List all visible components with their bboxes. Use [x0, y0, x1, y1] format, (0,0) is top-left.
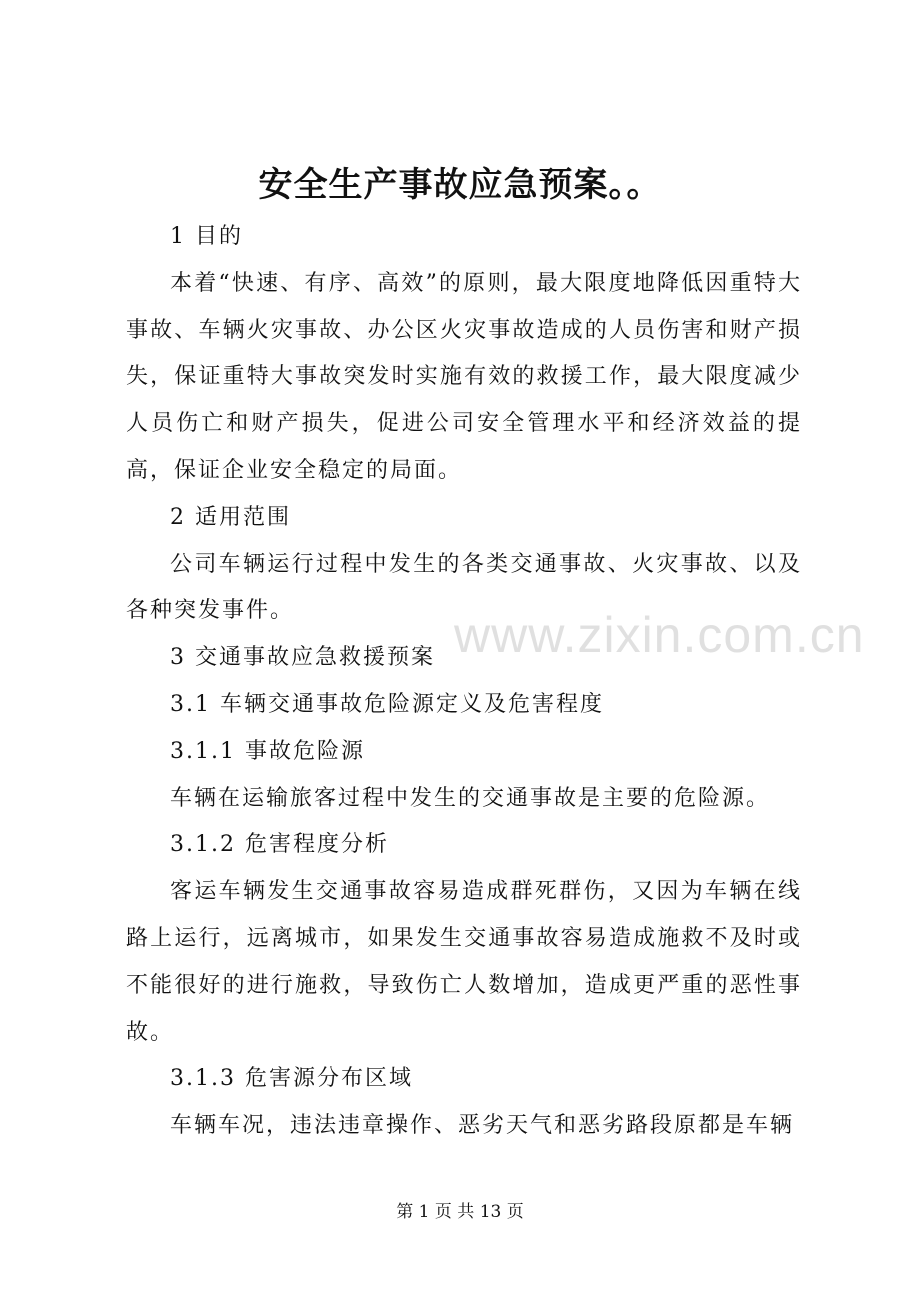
paragraph-purpose: 本着“快速、有序、高效”的原则，最大限度地降低因重特大事故、车辆火灾事故、办公区火灾事故造成的人员伤害和财产损失，保证重特大事故突发时实施有效的救援工作，最大限度减少人员伤亡和财产损失，促进公司安全管理水平和经济效益的提高，保证企业安全稳定的局面。 — [126, 270, 802, 483]
document-title: 安全生产事故应急预案。。 — [258, 165, 662, 205]
section-heading-3-1-2: 3.1.2 危害程度分析 — [170, 832, 389, 858]
paragraph-hazard-areas: 车辆车况，违法违章操作、恶劣天气和恶劣路段原都是车辆 — [170, 1113, 795, 1139]
paragraph-hazard-source: 车辆在运输旅客过程中发生的交通事故是主要的危险源。 — [170, 785, 771, 811]
section-heading-3-1: 3.1 车辆交通事故危险源定义及危害程度 — [170, 691, 604, 717]
watermark: www.zixin.com.cn — [454, 607, 865, 663]
paragraph-hazard-analysis: 客运车辆发生交通事故容易造成群死群伤，又因为车辆在线路上运行，远离城市，如果发生交通事故容易造成施救不及时或不能很好的进行施救，导致伤亡人数增加，造成更严重的恶性事故。 — [126, 879, 802, 1045]
section-heading-3-1-1: 3.1.1 事故危险源 — [170, 738, 365, 764]
document-body — [126, 214, 802, 1150]
section-heading-purpose: 1 目的 — [170, 224, 243, 249]
section-heading-traffic-plan: 3 交通事故应急救援预案 — [170, 645, 435, 671]
paragraph-scope: 公司车辆运行过程中发生的各类交通事故、火灾事故、以及各种突发事件。 — [126, 551, 802, 624]
section-heading-scope: 2 适用范围 — [170, 504, 291, 530]
section-heading-3-1-3: 3.1.3 危害源分布区域 — [170, 1066, 413, 1092]
page-footer: 第 1 页 共 13 页 — [396, 1202, 524, 1222]
